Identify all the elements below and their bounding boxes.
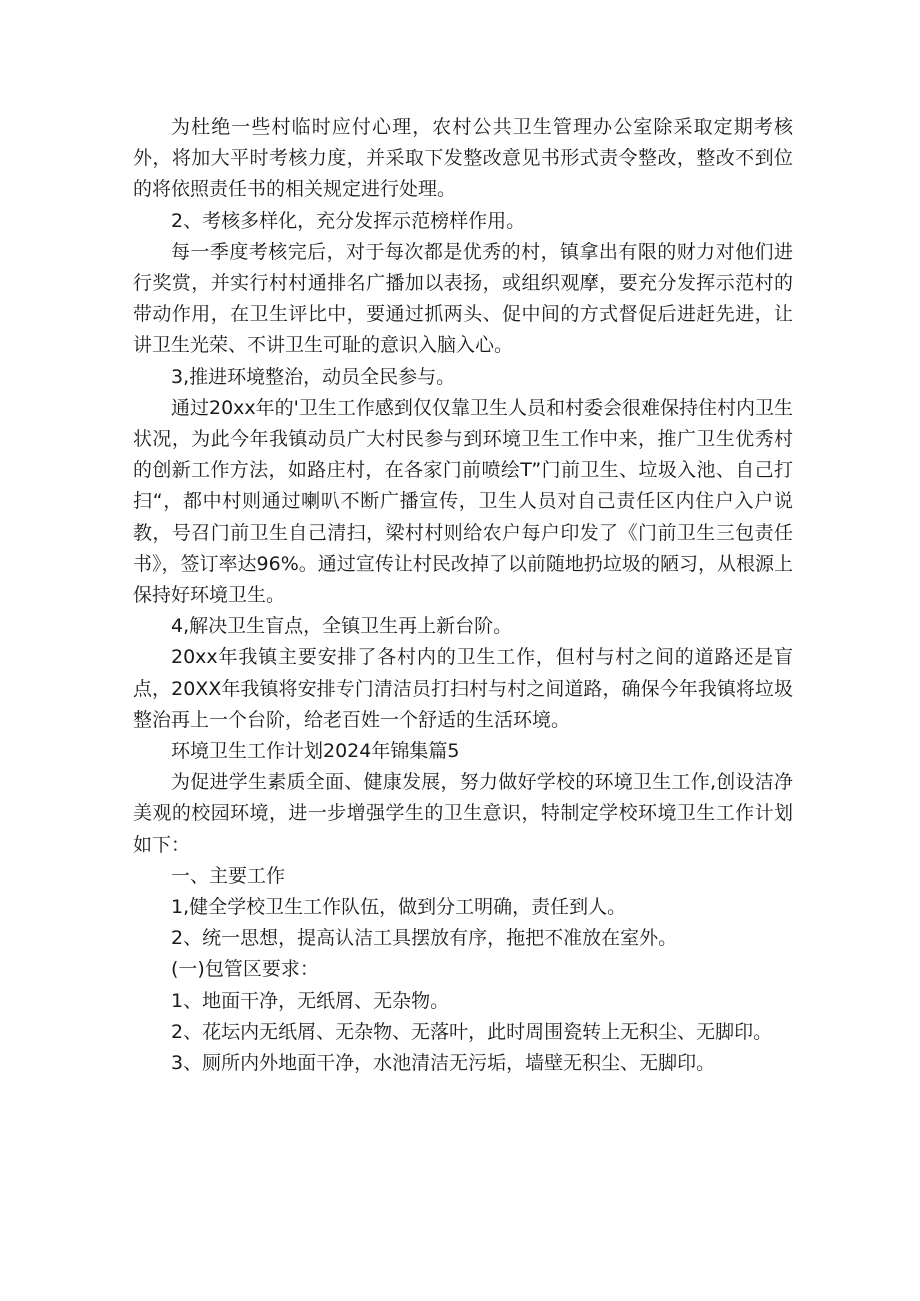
heading-4: 3,推进环境整治，动员全民参与。: [171, 365, 456, 388]
list-item-16: 3、厕所内外地面干净，水池清洁无污垢，墙壁无积尘、无脚印。: [171, 1052, 716, 1075]
heading-2: 2、考核多样化，充分发挥示范榜样作用。: [171, 209, 526, 232]
paragraph-1: 为杜绝一些村临时应付心理，农村公共卫生管理办公室除采取定期考核外，将加大平时考核力度，并采取下发整改意见书形式责令整改，整改不到位的将依照责任书的相关规定进行处理。: [133, 116, 793, 201]
sub-heading-13: (一)包管区要求：: [171, 958, 319, 981]
section-title: 环境卫生工作计划2024年锦集篇5: [171, 740, 460, 763]
paragraph-5: 通过20xx年的'卫生工作感到仅仅靠卫生人员和村委会很难保持住村内卫生状况，为此今年我镇动员广大村民参与到环境卫生工作中来，推广卫生优秀村的创新工作方法，如路庄村，在各家门前喷绘T”门前卫生、垃圾入池、自己打扫“，都中村则通过喇叭不断广播宣传，卫生人员对自己责任区内住户入户说教，号召门前卫生自己清扫，梁村村则给农户每户印发了《门前卫生三包责任书》，签订率达96%。通过宣传让村民改掉了以前随地扔垃圾的陋习，从根源上保持好环境卫生。: [133, 396, 793, 607]
heading-10: 一、主要工作: [171, 864, 286, 887]
paragraph-3: 每一季度考核完后，对于每次都是优秀的村，镇拿出有限的财力对他们进行奖赏，并实行村村通排名广播加以表扬，或组织观摩，要充分发挥示范村的带动作用，在卫生评比中，要通过抓两头、促中间的方式督促后进赶先进，让讲卫生光荣、不讲卫生可耻的意识入脑入心。: [133, 240, 793, 357]
list-item-15: 2、花坛内无纸屑、无杂物、无落叶，此时周围瓷转上无积尘、无脚印。: [171, 1020, 773, 1043]
document-body: [133, 112, 793, 1079]
paragraph-9: 为促进学生素质全面、健康发展，努力做好学校的环境卫生工作,创设洁净美观的校园环境，进一步增强学生的卫生意识，特制定学校环境卫生工作计划如下：: [133, 771, 793, 856]
heading-6: 4,解决卫生盲点，全镇卫生再上新台阶。: [171, 615, 513, 638]
list-item-12: 2、统一思想，提高认洁工具摆放有序，拖把不准放在室外。: [171, 927, 678, 950]
paragraph-7: 20xx年我镇主要安排了各村内的卫生工作，但村与村之间的道路还是盲点，20XX年我镇将安排专门清洁员打扫村与村之间道路，确保今年我镇将垃圾整治再上一个台阶，给老百姓一个舒适的生活环境。: [133, 646, 793, 731]
list-item-11: 1,健全学校卫生工作队伍，做到分工明确，责任到人。: [171, 896, 627, 919]
list-item-14: 1、地面干净，无纸屑、无杂物。: [171, 989, 450, 1012]
